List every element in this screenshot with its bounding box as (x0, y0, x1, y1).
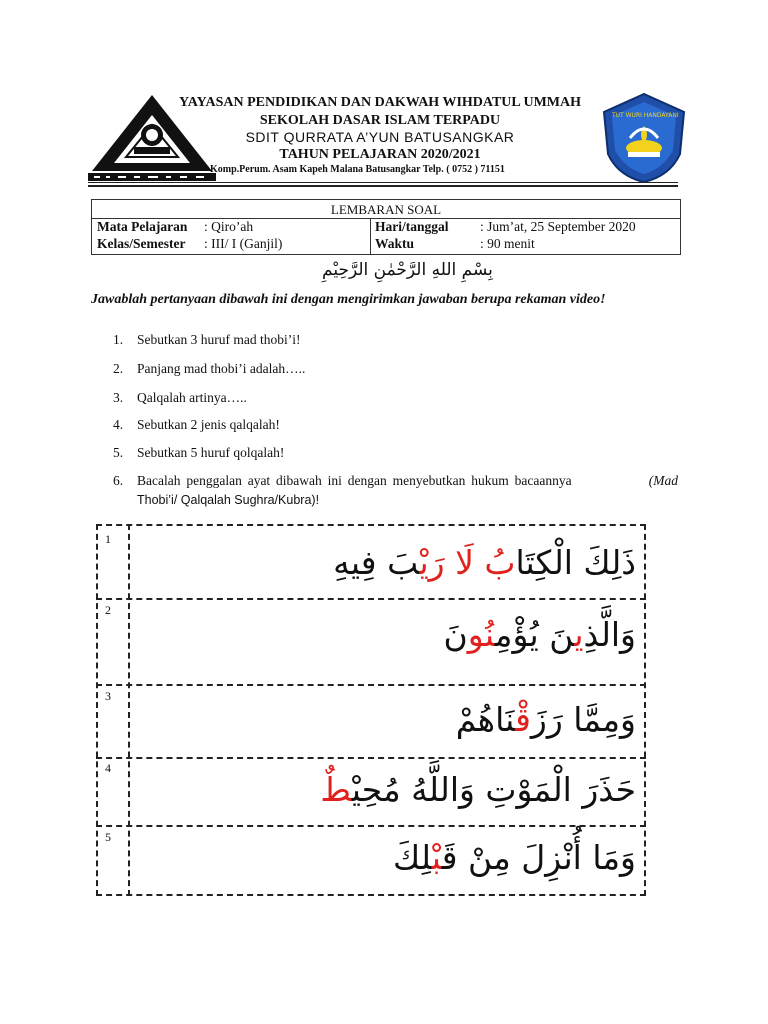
class-row (97, 236, 185, 252)
question-6-line2: Thobi’i/ Qalqalah Sughra/Kubra)! (137, 493, 320, 507)
grid-number-column (128, 524, 130, 896)
grid-line (96, 894, 646, 896)
info-column-divider (370, 218, 371, 254)
time-value: : 90 menit (480, 236, 535, 251)
question-2: 2. Panjang mad thobi’i adalah….. (113, 361, 306, 376)
school-type: SEKOLAH DASAR ISLAM TERPADU (259, 113, 501, 128)
grid-line (96, 524, 646, 526)
class-value: : III/ I (Ganjil) (204, 236, 283, 251)
foundation-name: YAYASAN PENDIDIKAN DAN DAKWAH WIHDATUL UMMAH (178, 95, 582, 110)
question-5: 5. Sebutkan 5 huruf qolqalah! (113, 445, 285, 460)
info-table (91, 199, 681, 255)
grid-border-right (644, 524, 646, 896)
time-label: Waktu (375, 236, 415, 251)
question-1: 1. Sebutkan 3 huruf mad thobi’i! (113, 332, 301, 347)
arabic-verse-5: وَمَا أُنْزِلَ مِنْ قَبْلِكَ (393, 838, 636, 877)
day-label: Hari/tanggal (375, 219, 449, 234)
academic-year: TAHUN PELAJARAN 2020/2021 (279, 147, 481, 162)
sheet-title: LEMBARAN SOAL (330, 202, 442, 217)
logo-motto: TUT WURI HANDAYANI (612, 112, 679, 119)
row-number: 3 (105, 689, 111, 703)
subject-row (97, 219, 187, 235)
class-label: Kelas/Semester (97, 236, 186, 251)
arabic-verse-2: وَالَّذِينَ يُؤْمِنُونَ (443, 615, 636, 654)
row-number: 5 (105, 830, 111, 844)
school-name: SDIT QURRATA A’YUN BATUSANGKAR (245, 129, 515, 145)
question-3: 3. Qalqalah artinya….. (113, 390, 247, 405)
question-6: 6. Bacalah penggalan ayat dibawah ini dengan menyebutkan hukum bacaannya (Mad (113, 473, 678, 488)
grid-line (96, 825, 646, 827)
row-number: 2 (105, 603, 111, 617)
row-number: 1 (105, 532, 111, 546)
grid-line (96, 757, 646, 759)
grid-line (96, 684, 646, 686)
tut-wuri-handayani-logo (600, 92, 688, 184)
arabic-verse-4: حَذَرَ الْمَوْتِ وَاللَّهُ مُحِيْطٌ (320, 770, 636, 809)
row-number: 4 (105, 761, 111, 775)
school-address: Komp.Perum. Asam Kapeh Malana Batusangkar Telp. ( 0752 ) 71151 (210, 164, 505, 175)
time-row (375, 236, 414, 252)
header-rule (88, 182, 678, 183)
basmalah: بِسْمِ اللهِ الرَّحْمٰنِ الرَّحِيْمِ (322, 260, 493, 280)
question-4: 4. Sebutkan 2 jenis qalqalah! (113, 417, 280, 432)
day-row (375, 219, 449, 235)
arabic-verse-3: وَمِمَّا رَزَقْنَاهُمْ (455, 700, 636, 739)
header-rule-thick (88, 185, 678, 187)
instruction: Jawablah pertanyaan dibawah ini dengan mengirimkan jawaban berupa rekaman video! (91, 292, 606, 307)
grid-line (96, 598, 646, 600)
day-value: : Jum’at, 25 September 2020 (480, 219, 636, 234)
arabic-verse-1: ذَلِكَ الْكِتَابُ لَا رَيْبَ فِيهِ (333, 543, 636, 582)
subject-value: : Qiro’ah (204, 219, 254, 234)
subject-label: Mata Pelajaran (97, 219, 188, 234)
grid-border-left (96, 524, 98, 896)
